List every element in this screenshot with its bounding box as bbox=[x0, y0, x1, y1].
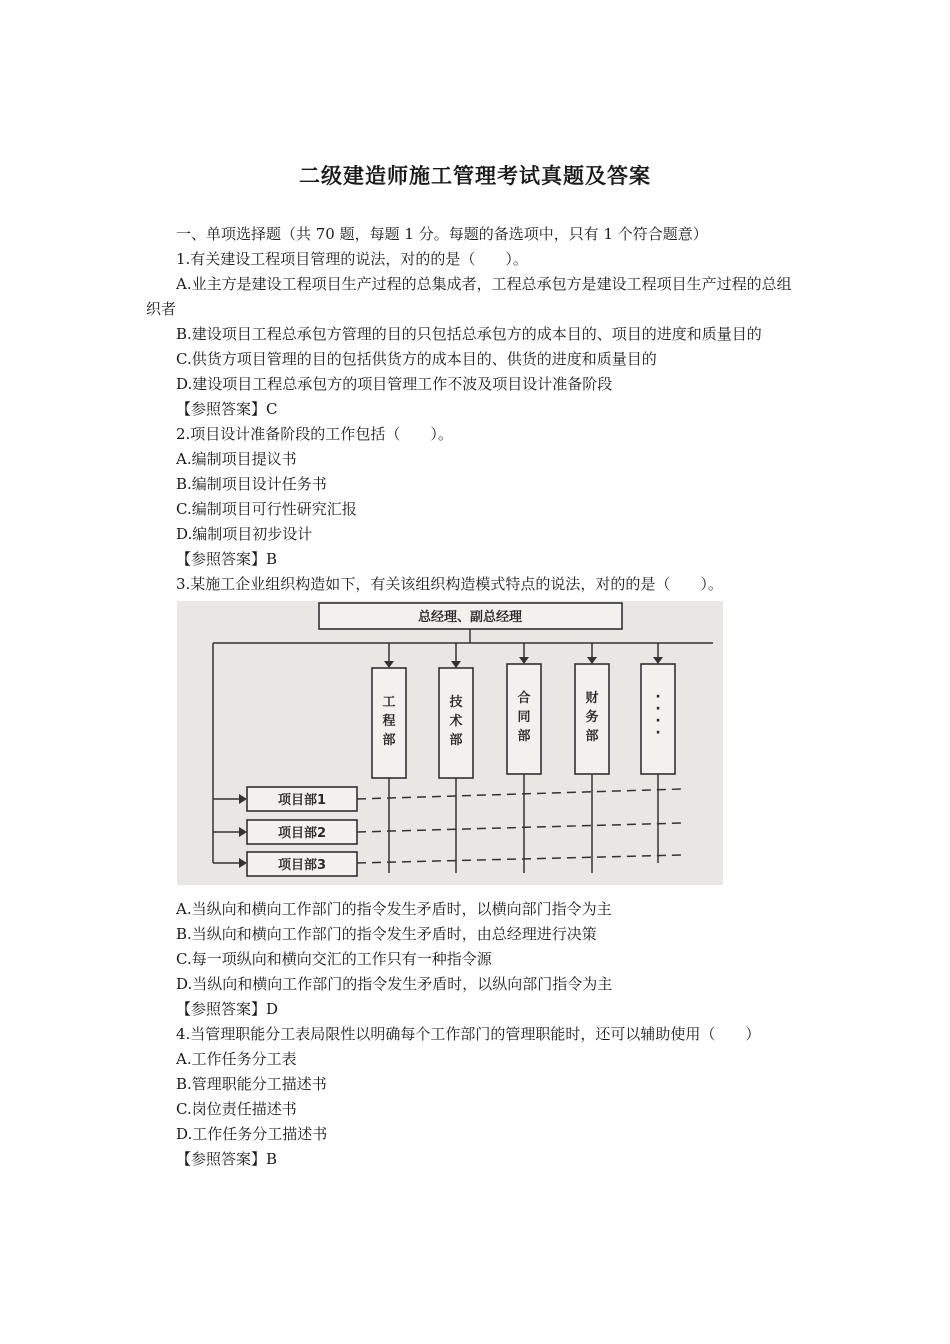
option-b: B.编制项目设计任务书 bbox=[176, 475, 327, 493]
project-label: 项目部2 bbox=[277, 826, 327, 841]
question-stem: 1.有关建设工程项目管理的说法，对的的是（ ）。 bbox=[176, 250, 528, 268]
matrix-org-chart bbox=[177, 601, 723, 885]
question-stem: 3.某施工企业组织构造如下，有关该组织构造模式特点的说法，对的的是（ ）。 bbox=[176, 575, 723, 593]
svg-text:····: · · · · bbox=[655, 689, 661, 741]
option-b: B.管理职能分工描述书 bbox=[176, 1075, 327, 1093]
department-contract bbox=[507, 643, 541, 873]
question-stem: 4.当管理职能分工表局限性以明确每个工作部门的管理职能时，还可以辅助使用（ ） bbox=[176, 1025, 761, 1043]
option-d: D.建设项目工程总承包方的项目管理工作不波及项目设计准备阶段 bbox=[176, 375, 613, 393]
option-a: A.当纵向和横向工作部门的指令发生矛盾时，以横向部门指令为主 bbox=[176, 900, 612, 918]
svg-text:工程部: 工程部 bbox=[382, 695, 396, 748]
section-heading: 一、单项选择题（共 70 题，每题 1 分。每题的备选项中，只有 1 个符合题意） bbox=[176, 225, 708, 243]
page-title: 二级建造师施工管理考试真题及答案 bbox=[299, 163, 651, 188]
option-c: C.岗位责任描述书 bbox=[176, 1100, 297, 1118]
org-chart-figure bbox=[177, 601, 723, 885]
question-4 bbox=[146, 1022, 802, 1172]
option-a: A.工作任务分工表 bbox=[176, 1050, 297, 1068]
department-engineering bbox=[372, 643, 406, 873]
project-label: 项目部3 bbox=[277, 858, 327, 873]
question-stem: 2.项目设计准备阶段的工作包括（ ）。 bbox=[176, 425, 453, 443]
svg-text:技术部: 技术部 bbox=[449, 695, 463, 748]
question-2 bbox=[146, 422, 802, 572]
option-b: B.建设项目工程总承包方管理的目的只包括总承包方的成本目的、项目的进度和质量目的 bbox=[176, 325, 762, 343]
option-d: D.工作任务分工描述书 bbox=[176, 1125, 328, 1143]
top-management-label: 总经理、副总经理 bbox=[417, 610, 523, 625]
project-row-3 bbox=[213, 852, 682, 876]
option-c: C.供货方项目管理的目的包括供货方的成本目的、供货的进度和质量目的 bbox=[176, 350, 657, 368]
option-c: C.编制项目可行性研究汇报 bbox=[176, 500, 357, 518]
question-3 bbox=[146, 572, 802, 1022]
option-b: B.当纵向和横向工作部门的指令发生矛盾时，由总经理进行决策 bbox=[176, 925, 597, 943]
answer: 【参照答案】D bbox=[176, 1000, 279, 1018]
answer: 【参照答案】C bbox=[176, 400, 278, 418]
answer: 【参照答案】B bbox=[176, 1150, 278, 1168]
department-finance bbox=[575, 643, 609, 873]
svg-text:合同部: 合同部 bbox=[517, 691, 531, 744]
department-technical bbox=[439, 643, 473, 873]
answer: 【参照答案】B bbox=[176, 550, 278, 568]
department-other bbox=[641, 643, 675, 863]
option-a: A.业主方是建设工程项目生产过程的总集成者，工程总承包方是建设工程项目生产过程的总组织者 bbox=[146, 275, 792, 318]
option-c: C.每一项纵向和横向交汇的工作只有一种指令源 bbox=[176, 950, 492, 968]
document-body bbox=[146, 222, 802, 1172]
project-label: 项目部1 bbox=[277, 793, 327, 808]
project-row-2 bbox=[213, 820, 682, 844]
option-d: D.当纵向和横向工作部门的指令发生矛盾时，以纵向部门指令为主 bbox=[176, 975, 613, 993]
option-a: A.编制项目提议书 bbox=[176, 450, 297, 468]
project-row-1 bbox=[213, 787, 682, 811]
question-1 bbox=[146, 247, 802, 422]
option-d: D.编制项目初步设计 bbox=[176, 525, 313, 543]
svg-text:财务部: 财务部 bbox=[585, 691, 599, 744]
